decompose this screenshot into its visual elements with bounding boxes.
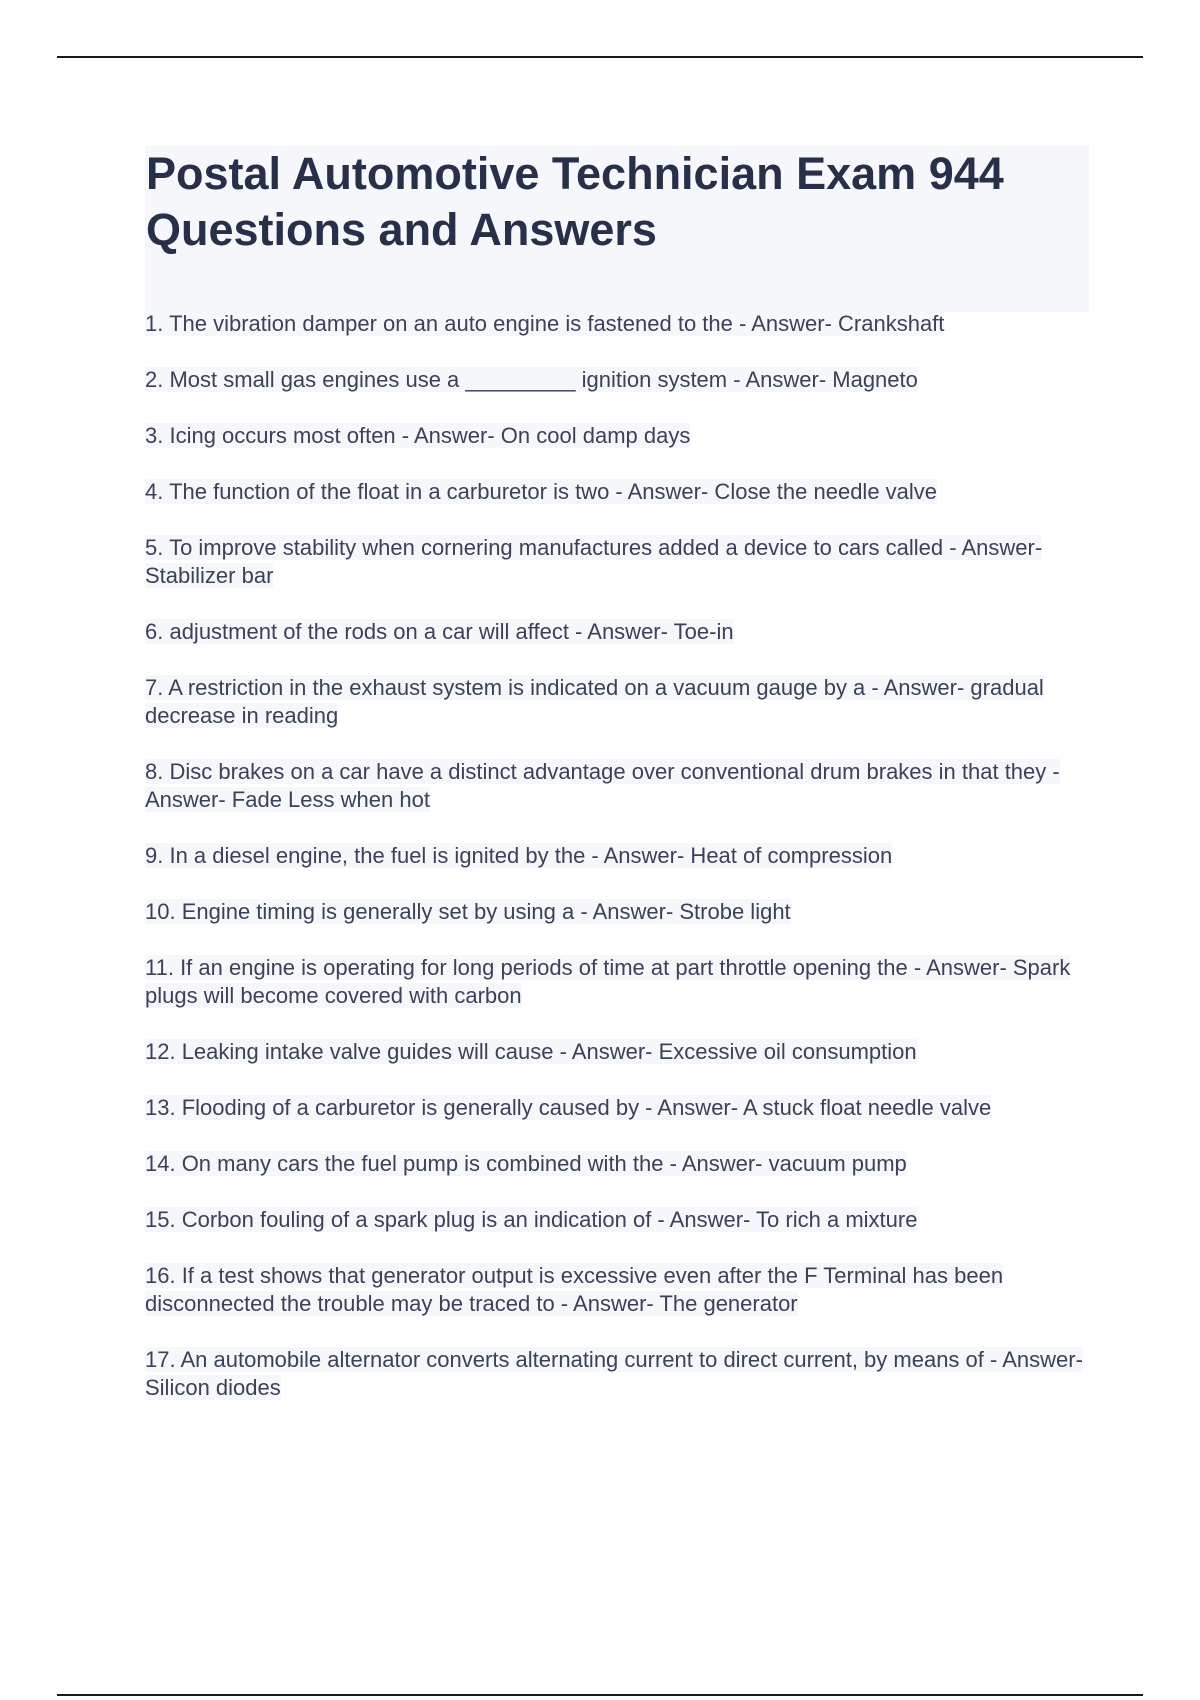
question-item-10	[145, 898, 1090, 926]
question-text-3: 3. Icing occurs most often - Answer- On cool damp days	[145, 423, 691, 448]
question-item-2	[145, 366, 1090, 394]
question-text-17: 17. An automobile alternator converts alternating current to direct current, by means of - Answer- Silicon diodes	[145, 1347, 1083, 1400]
question-text-2: 2. Most small gas engines use a _________ ignition system - Answer- Magneto	[145, 367, 918, 392]
question-item-11	[145, 954, 1090, 1010]
question-item-16	[145, 1262, 1090, 1318]
question-text-10: 10. Engine timing is generally set by using a - Answer- Strobe light	[145, 899, 791, 924]
bottom-rule	[57, 1694, 1143, 1696]
question-text-11: 11. If an engine is operating for long periods of time at part throttle opening the - Answer- Spark plugs will become covered with carbon	[145, 955, 1071, 1008]
question-item-8	[145, 758, 1090, 814]
question-text-14: 14. On many cars the fuel pump is combined with the - Answer- vacuum pump	[145, 1151, 907, 1176]
question-item-14	[145, 1150, 1090, 1178]
question-item-15	[145, 1206, 1090, 1234]
question-text-4: 4. The function of the float in a carburetor is two - Answer- Close the needle valve	[145, 479, 938, 504]
question-text-1: 1. The vibration damper on an auto engine is fastened to the - Answer- Crankshaft	[145, 311, 945, 336]
question-item-1	[145, 310, 1090, 338]
question-text-5: 5. To improve stability when cornering manufactures added a device to cars called - Answer- Stabilizer bar	[145, 535, 1043, 588]
question-item-6	[145, 618, 1090, 646]
question-text-6: 6. adjustment of the rods on a car will affect - Answer- Toe-in	[145, 619, 734, 644]
question-text-8: 8. Disc brakes on a car have a distinct advantage over conventional drum brakes in that they - Answer- Fade Less when hot	[145, 759, 1060, 812]
top-rule	[57, 56, 1143, 58]
question-item-17	[145, 1346, 1090, 1402]
question-item-7	[145, 674, 1090, 730]
page-title: Postal Automotive Technician Exam 944 Questions and Answers	[146, 148, 1004, 255]
question-item-12	[145, 1038, 1090, 1066]
question-text-9: 9. In a diesel engine, the fuel is ignited by the - Answer- Heat of compression	[145, 843, 893, 868]
question-text-16: 16. If a test shows that generator output is excessive even after the F Terminal has been disconnected the trouble may be traced to - Answer- The generator	[145, 1263, 1004, 1316]
question-item-5	[145, 534, 1090, 590]
question-text-7: 7. A restriction in the exhaust system is indicated on a vacuum gauge by a - Answer- gradual decrease in reading	[145, 675, 1044, 728]
question-text-13: 13. Flooding of a carburetor is generally caused by - Answer- A stuck float needle valve	[145, 1095, 992, 1120]
question-list	[145, 310, 1090, 1430]
question-text-15: 15. Corbon fouling of a spark plug is an indication of - Answer- To rich a mixture	[145, 1207, 918, 1232]
question-text-12: 12. Leaking intake valve guides will cause - Answer- Excessive oil consumption	[145, 1039, 917, 1064]
title-block	[145, 146, 1089, 312]
question-item-13	[145, 1094, 1090, 1122]
question-item-4	[145, 478, 1090, 506]
question-item-9	[145, 842, 1090, 870]
question-item-3	[145, 422, 1090, 450]
